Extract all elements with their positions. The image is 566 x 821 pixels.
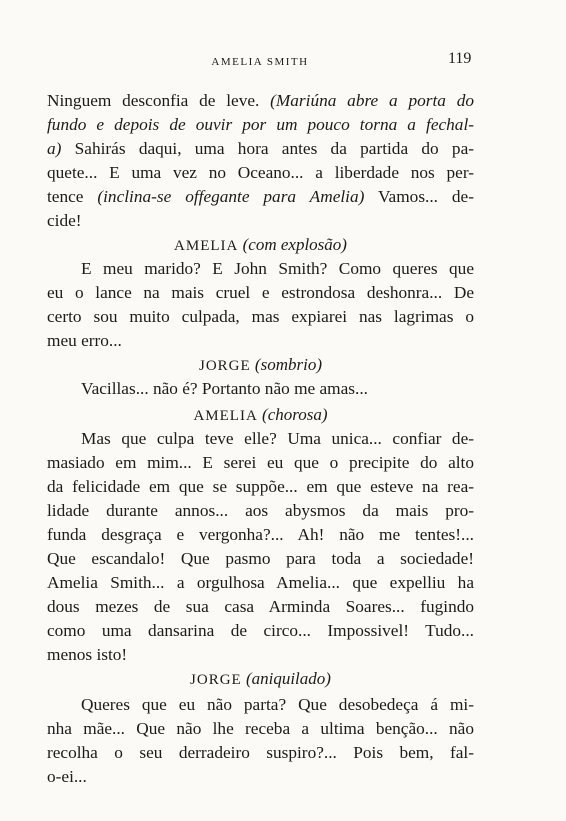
speaker-name: AMELIA [174, 238, 239, 254]
text-line: Amelia Smith... a orgulhosa Amelia... que expelliu ha [47, 573, 474, 592]
page-body [47, 89, 474, 789]
text-span: Sahirás daqui, uma hora antes da partida do pa- [61, 139, 474, 158]
text-line: E meu marido? E John Smith? Como queres que [81, 259, 474, 278]
stage-direction: fundo e depois de ouvir por um pouco torna a fechal- [47, 115, 474, 134]
speaker-heading [47, 233, 474, 257]
text-span: Vamos... de- [364, 187, 474, 206]
text-line: cide! [47, 211, 82, 230]
text-span: Ninguem desconfia de leve. [47, 91, 271, 110]
text-line: o-ei... [47, 767, 87, 786]
text-line: Que escandalo! Que pasmo para toda a sociedade! [47, 549, 474, 568]
text-line: menos isto! [47, 645, 128, 664]
speaker-heading [47, 403, 474, 427]
stage-direction: a) [47, 139, 62, 158]
stage-direction: (sombrio) [254, 355, 322, 374]
stage-direction: (chorosa) [262, 405, 328, 424]
speaker-name: JORGE [199, 358, 251, 374]
text-line: como uma dansarina de circo... Impossivel! Tudo... [47, 621, 474, 640]
text-line: recolha o seu derradeiro suspiro?... Pois bem, fal- [47, 743, 474, 762]
text-line: nha mãe... Que não lhe receba a ultima benção... não [47, 719, 474, 738]
text-line: Mas que culpa teve elle? Uma unica... confiar de- [81, 429, 474, 448]
text-line: eu o lance na mais cruel e estrondosa deshonra... De [47, 283, 474, 302]
text-line: meu erro... [47, 331, 122, 350]
text-line [47, 89, 474, 113]
text-span: tence [47, 187, 98, 206]
speaker-heading [47, 353, 474, 377]
running-title: AMELIA SMITH [211, 56, 309, 68]
text-line [47, 185, 474, 209]
text-line: lidade durante annos... aos abysmos da mais pro- [47, 501, 474, 520]
stage-direction: (aniquilado) [245, 669, 331, 688]
text-line: masiado em mim... E serei eu que o precipite do alto [47, 453, 474, 472]
stage-direction: (com explosão) [242, 235, 347, 254]
text-line: funda desgraça e vergonha?... Ah! não me tentes!... [47, 525, 474, 544]
speaker-heading [47, 667, 474, 691]
speaker-name: JORGE [190, 672, 242, 688]
text-line: Vacillas... não é? Portanto não me amas... [81, 379, 368, 398]
text-line [47, 137, 474, 161]
text-line: dous mezes de sua casa Arminda Soares... fugindo [47, 597, 474, 616]
page-number: 119 [448, 50, 472, 67]
stage-direction: (inclina-se offegante para Amelia) [97, 187, 365, 206]
text-line: quete... E uma vez no Oceano... a liberdade nos per- [47, 163, 474, 182]
text-line: da felicidade em que se suppõe... em que esteve na rea- [47, 477, 474, 496]
text-line [47, 113, 474, 137]
text-line: Queres que eu não parta? Que desobedeça á mi- [81, 695, 474, 714]
stage-direction: (Mariúna abre a porta do [270, 91, 474, 110]
speaker-name: AMELIA [193, 408, 258, 424]
text-line: certo sou muito culpada, mas expiarei nas lagrimas o [47, 307, 474, 326]
